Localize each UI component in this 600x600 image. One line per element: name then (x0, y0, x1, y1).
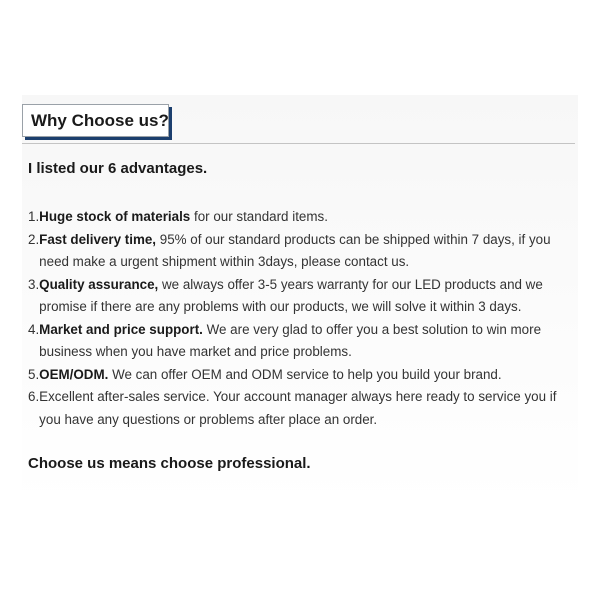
advantage-item-4 (28, 319, 576, 364)
advantage-text: for our standard items. (190, 209, 328, 224)
section-title-box (22, 104, 169, 137)
advantage-body (39, 274, 576, 319)
advantage-number: 4. (28, 321, 40, 337)
advantage-text: Excellent after-sales service. Your account manager always here ready to service you if you have any questions or problems after place an order. (39, 389, 557, 427)
advantage-item-2 (28, 229, 576, 274)
advantage-item-3 (28, 274, 576, 319)
advantage-text: we always offer 3-5 years warranty for our LED products and we promise if there are any problems with our products, we will solve it within 3 days. (39, 276, 543, 314)
advantage-body (39, 319, 576, 364)
advantage-item-6 (28, 386, 576, 431)
advantage-number: 3. (28, 276, 40, 292)
advantage-text: We can offer OEM and ODM service to help you build your brand. (108, 366, 502, 382)
advantage-lead: Market and price support. (39, 321, 203, 337)
advantage-number: 6. (28, 389, 40, 404)
advantage-item-5 (28, 364, 576, 387)
advantage-text: We are very glad to offer you a best solution to win more business when you have market and price problems. (39, 321, 542, 359)
advantage-body (39, 206, 576, 229)
advantage-number: 2. (28, 231, 40, 247)
closing-statement: Choose us means choose professional. (28, 455, 311, 472)
advantages-list (28, 206, 576, 431)
advantage-lead: Huge stock of materials (39, 209, 191, 224)
advantage-number: 5. (28, 366, 40, 382)
intro-text: I listed our 6 advantages. (28, 160, 208, 177)
advantage-lead: Fast delivery time, (39, 231, 157, 247)
advantage-item-1 (28, 206, 576, 229)
divider (22, 143, 575, 144)
advantage-lead: OEM/ODM. (39, 366, 109, 382)
advantage-text: 95% of our standard products can be shipped within 7 days, if you need make a urgent shipment within 3days, please contact us. (39, 231, 551, 269)
advantage-body (39, 229, 576, 274)
advantage-lead: Quality assurance, (39, 276, 159, 292)
section-title: Why Choose us? (31, 110, 169, 130)
advantage-body (39, 386, 576, 431)
advantage-number: 1. (28, 209, 40, 224)
advantage-body (39, 364, 576, 387)
